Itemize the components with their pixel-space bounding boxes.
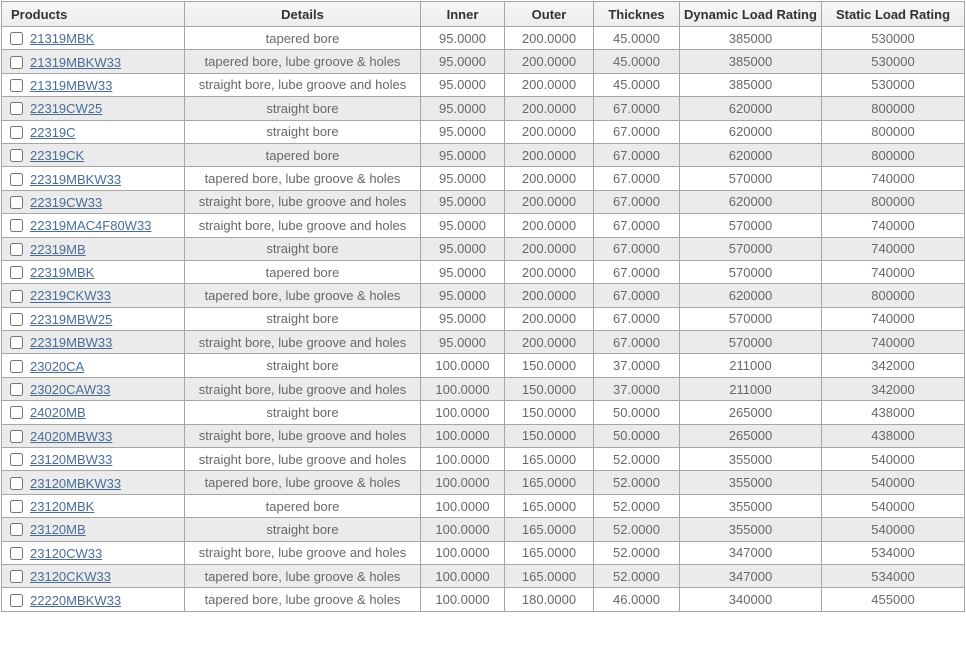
thickness-cell: 67.0000 xyxy=(594,307,680,330)
product-cell xyxy=(2,97,185,120)
dynamic-load-cell: 570000 xyxy=(680,307,822,330)
row-checkbox[interactable] xyxy=(10,126,23,139)
details-cell: straight bore xyxy=(185,307,421,330)
inner-cell: 95.0000 xyxy=(421,73,505,96)
dynamic-load-cell: 385000 xyxy=(680,27,822,50)
row-checkbox[interactable] xyxy=(10,266,23,279)
row-checkbox[interactable] xyxy=(10,383,23,396)
row-checkbox[interactable] xyxy=(10,219,23,232)
thickness-cell: 67.0000 xyxy=(594,214,680,237)
details-cell: tapered bore, lube groove & holes xyxy=(185,50,421,73)
details-cell: tapered bore, lube groove & holes xyxy=(185,167,421,190)
table-row xyxy=(2,97,965,120)
table-row xyxy=(2,424,965,447)
thickness-cell: 67.0000 xyxy=(594,190,680,213)
inner-cell: 100.0000 xyxy=(421,354,505,377)
product-link[interactable]: 23120MBK xyxy=(30,499,95,515)
outer-cell: 200.0000 xyxy=(505,190,594,213)
table-body xyxy=(2,27,965,612)
dynamic-load-cell: 570000 xyxy=(680,237,822,260)
table-row xyxy=(2,401,965,424)
inner-cell: 100.0000 xyxy=(421,424,505,447)
details-cell: straight bore xyxy=(185,518,421,541)
outer-cell: 200.0000 xyxy=(505,284,594,307)
column-header-static-load-rating: Static Load Rating xyxy=(822,2,965,27)
dynamic-load-cell: 355000 xyxy=(680,471,822,494)
inner-cell: 100.0000 xyxy=(421,588,505,611)
row-checkbox[interactable] xyxy=(10,243,23,256)
inner-cell: 100.0000 xyxy=(421,448,505,471)
outer-cell: 150.0000 xyxy=(505,354,594,377)
row-checkbox[interactable] xyxy=(10,430,23,443)
product-cell xyxy=(2,167,185,190)
table-row xyxy=(2,73,965,96)
inner-cell: 95.0000 xyxy=(421,97,505,120)
row-checkbox[interactable] xyxy=(10,79,23,92)
details-cell: tapered bore xyxy=(185,260,421,283)
details-cell: tapered bore, lube groove & holes xyxy=(185,564,421,587)
details-cell: tapered bore xyxy=(185,494,421,517)
outer-cell: 165.0000 xyxy=(505,564,594,587)
dynamic-load-cell: 347000 xyxy=(680,564,822,587)
product-cell xyxy=(2,260,185,283)
thickness-cell: 67.0000 xyxy=(594,237,680,260)
product-cell xyxy=(2,214,185,237)
product-link[interactable]: 22319MAC4F80W33 xyxy=(30,218,152,234)
column-header-dynamic-load-rating: Dynamic Load Rating xyxy=(680,2,822,27)
inner-cell: 95.0000 xyxy=(421,237,505,260)
product-cell xyxy=(2,143,185,166)
dynamic-load-cell: 620000 xyxy=(680,284,822,307)
details-cell: straight bore, lube groove and holes xyxy=(185,331,421,354)
product-link[interactable]: 22319MB xyxy=(30,241,86,257)
static-load-cell: 534000 xyxy=(822,564,965,587)
outer-cell: 200.0000 xyxy=(505,27,594,50)
inner-cell: 95.0000 xyxy=(421,331,505,354)
table-row xyxy=(2,27,965,50)
table-row xyxy=(2,518,965,541)
inner-cell: 95.0000 xyxy=(421,260,505,283)
product-cell xyxy=(2,541,185,564)
product-cell xyxy=(2,518,185,541)
product-link[interactable]: 23120CKW33 xyxy=(30,569,111,585)
static-load-cell: 740000 xyxy=(822,214,965,237)
inner-cell: 100.0000 xyxy=(421,518,505,541)
outer-cell: 165.0000 xyxy=(505,471,594,494)
outer-cell: 165.0000 xyxy=(505,448,594,471)
product-cell xyxy=(2,284,185,307)
thickness-cell: 52.0000 xyxy=(594,564,680,587)
outer-cell: 180.0000 xyxy=(505,588,594,611)
product-cell xyxy=(2,50,185,73)
dynamic-load-cell: 620000 xyxy=(680,190,822,213)
product-cell xyxy=(2,27,185,50)
outer-cell: 165.0000 xyxy=(505,494,594,517)
column-header-inner: Inner xyxy=(421,2,505,27)
product-link[interactable]: 21319MBKW33 xyxy=(30,54,122,70)
dynamic-load-cell: 211000 xyxy=(680,377,822,400)
product-cell xyxy=(2,588,185,611)
product-link[interactable]: 23120MBW33 xyxy=(30,452,113,468)
inner-cell: 100.0000 xyxy=(421,564,505,587)
column-header-products: Products xyxy=(2,2,185,27)
dynamic-load-cell: 265000 xyxy=(680,424,822,447)
table-row xyxy=(2,377,965,400)
table-row xyxy=(2,260,965,283)
product-cell xyxy=(2,424,185,447)
product-cell xyxy=(2,494,185,517)
thickness-cell: 50.0000 xyxy=(594,424,680,447)
column-header-outer: Outer xyxy=(505,2,594,27)
product-link[interactable]: 21319MBW33 xyxy=(30,78,113,93)
static-load-cell: 540000 xyxy=(822,448,965,471)
row-checkbox[interactable] xyxy=(10,173,23,186)
product-link[interactable]: 21319MBK xyxy=(30,31,95,47)
thickness-cell: 37.0000 xyxy=(594,377,680,400)
outer-cell: 200.0000 xyxy=(505,73,594,96)
product-cell xyxy=(2,73,185,96)
outer-cell: 200.0000 xyxy=(505,97,594,120)
table-row xyxy=(2,143,965,166)
dynamic-load-cell: 570000 xyxy=(680,167,822,190)
static-load-cell: 438000 xyxy=(822,424,965,447)
outer-cell: 200.0000 xyxy=(505,331,594,354)
dynamic-load-cell: 265000 xyxy=(680,401,822,424)
table-row xyxy=(2,214,965,237)
product-link[interactable]: 22319MBK xyxy=(30,265,95,281)
inner-cell: 95.0000 xyxy=(421,190,505,213)
details-cell: straight bore xyxy=(185,237,421,260)
static-load-cell: 740000 xyxy=(822,331,965,354)
static-load-cell: 530000 xyxy=(822,73,965,96)
outer-cell: 165.0000 xyxy=(505,518,594,541)
thickness-cell: 67.0000 xyxy=(594,167,680,190)
inner-cell: 100.0000 xyxy=(421,471,505,494)
table-row xyxy=(2,120,965,143)
thickness-cell: 67.0000 xyxy=(594,331,680,354)
static-load-cell: 534000 xyxy=(822,541,965,564)
details-cell: tapered bore, lube groove & holes xyxy=(185,588,421,611)
product-link[interactable]: 24020MB xyxy=(30,405,86,421)
table-row xyxy=(2,284,965,307)
thickness-cell: 67.0000 xyxy=(594,97,680,120)
row-checkbox[interactable] xyxy=(10,102,23,115)
product-cell xyxy=(2,401,185,424)
dynamic-load-cell: 355000 xyxy=(680,518,822,541)
product-link[interactable]: 24020MBW33 xyxy=(30,428,113,444)
details-cell: tapered bore xyxy=(185,27,421,50)
product-link[interactable]: 23120MBKW33 xyxy=(30,475,122,491)
details-cell: straight bore xyxy=(185,120,421,143)
thickness-cell: 67.0000 xyxy=(594,143,680,166)
outer-cell: 200.0000 xyxy=(505,120,594,143)
row-checkbox[interactable] xyxy=(10,313,23,326)
dynamic-load-cell: 211000 xyxy=(680,354,822,377)
thickness-cell: 37.0000 xyxy=(594,354,680,377)
row-checkbox[interactable] xyxy=(10,594,23,607)
inner-cell: 95.0000 xyxy=(421,214,505,237)
inner-cell: 95.0000 xyxy=(421,50,505,73)
product-cell xyxy=(2,377,185,400)
thickness-cell: 67.0000 xyxy=(594,284,680,307)
thickness-cell: 45.0000 xyxy=(594,50,680,73)
static-load-cell: 342000 xyxy=(822,377,965,400)
row-checkbox[interactable] xyxy=(10,570,23,583)
row-checkbox[interactable] xyxy=(10,360,23,373)
product-cell xyxy=(2,120,185,143)
static-load-cell: 800000 xyxy=(822,284,965,307)
product-link[interactable]: 22319MBW25 xyxy=(30,311,113,327)
details-cell: tapered bore xyxy=(185,143,421,166)
thickness-cell: 52.0000 xyxy=(594,518,680,541)
static-load-cell: 342000 xyxy=(822,354,965,377)
details-cell: tapered bore, lube groove & holes xyxy=(185,284,421,307)
outer-cell: 165.0000 xyxy=(505,541,594,564)
inner-cell: 95.0000 xyxy=(421,27,505,50)
dynamic-load-cell: 620000 xyxy=(680,120,822,143)
outer-cell: 200.0000 xyxy=(505,214,594,237)
dynamic-load-cell: 355000 xyxy=(680,448,822,471)
product-cell xyxy=(2,564,185,587)
product-cell xyxy=(2,471,185,494)
dynamic-load-cell: 385000 xyxy=(680,73,822,96)
details-cell: straight bore, lube groove and holes xyxy=(185,214,421,237)
product-link[interactable]: 22319CW33 xyxy=(30,194,103,210)
product-cell xyxy=(2,354,185,377)
products-table xyxy=(1,1,965,612)
row-checkbox[interactable] xyxy=(10,547,23,560)
dynamic-load-cell: 570000 xyxy=(680,260,822,283)
product-cell xyxy=(2,307,185,330)
outer-cell: 200.0000 xyxy=(505,237,594,260)
table-row xyxy=(2,50,965,73)
product-link[interactable]: 22319CKW33 xyxy=(30,288,111,304)
thickness-cell: 45.0000 xyxy=(594,27,680,50)
column-header-thickness: Thicknes xyxy=(594,2,680,27)
dynamic-load-cell: 340000 xyxy=(680,588,822,611)
details-cell: straight bore, lube groove and holes xyxy=(185,377,421,400)
dynamic-load-cell: 620000 xyxy=(680,97,822,120)
static-load-cell: 800000 xyxy=(822,190,965,213)
table-row xyxy=(2,588,965,611)
outer-cell: 200.0000 xyxy=(505,260,594,283)
inner-cell: 95.0000 xyxy=(421,143,505,166)
inner-cell: 100.0000 xyxy=(421,494,505,517)
product-link[interactable]: 22319CW25 xyxy=(30,101,103,117)
product-link[interactable]: 23120MB xyxy=(30,522,86,538)
static-load-cell: 800000 xyxy=(822,120,965,143)
row-checkbox[interactable] xyxy=(10,290,23,303)
static-load-cell: 740000 xyxy=(822,167,965,190)
product-link[interactable]: 23120CW33 xyxy=(30,545,103,561)
dynamic-load-cell: 570000 xyxy=(680,331,822,354)
static-load-cell: 740000 xyxy=(822,237,965,260)
details-cell: straight bore, lube groove and holes xyxy=(185,73,421,96)
static-load-cell: 800000 xyxy=(822,97,965,120)
thickness-cell: 45.0000 xyxy=(594,73,680,96)
product-cell xyxy=(2,448,185,471)
dynamic-load-cell: 570000 xyxy=(680,214,822,237)
row-checkbox[interactable] xyxy=(10,523,23,536)
table-row xyxy=(2,354,965,377)
thickness-cell: 52.0000 xyxy=(594,471,680,494)
static-load-cell: 540000 xyxy=(822,471,965,494)
outer-cell: 200.0000 xyxy=(505,307,594,330)
thickness-cell: 46.0000 xyxy=(594,588,680,611)
inner-cell: 95.0000 xyxy=(421,120,505,143)
static-load-cell: 438000 xyxy=(822,401,965,424)
product-link[interactable]: 22319CK xyxy=(30,148,85,164)
table-row xyxy=(2,541,965,564)
row-checkbox[interactable] xyxy=(10,56,23,69)
outer-cell: 200.0000 xyxy=(505,143,594,166)
table-row xyxy=(2,331,965,354)
inner-cell: 100.0000 xyxy=(421,401,505,424)
details-cell: straight bore xyxy=(185,401,421,424)
static-load-cell: 455000 xyxy=(822,588,965,611)
thickness-cell: 67.0000 xyxy=(594,260,680,283)
outer-cell: 150.0000 xyxy=(505,401,594,424)
table-row xyxy=(2,471,965,494)
inner-cell: 95.0000 xyxy=(421,307,505,330)
product-link[interactable]: 22319C xyxy=(30,124,76,140)
static-load-cell: 540000 xyxy=(822,518,965,541)
table-row xyxy=(2,167,965,190)
table-row xyxy=(2,494,965,517)
outer-cell: 150.0000 xyxy=(505,377,594,400)
table-row xyxy=(2,237,965,260)
outer-cell: 150.0000 xyxy=(505,424,594,447)
outer-cell: 200.0000 xyxy=(505,50,594,73)
table-row xyxy=(2,564,965,587)
static-load-cell: 530000 xyxy=(822,50,965,73)
product-link[interactable]: 22319MBKW33 xyxy=(30,171,122,187)
details-cell: straight bore xyxy=(185,97,421,120)
static-load-cell: 740000 xyxy=(822,260,965,283)
row-checkbox[interactable] xyxy=(10,477,23,490)
inner-cell: 95.0000 xyxy=(421,284,505,307)
inner-cell: 100.0000 xyxy=(421,541,505,564)
dynamic-load-cell: 385000 xyxy=(680,50,822,73)
inner-cell: 95.0000 xyxy=(421,167,505,190)
row-checkbox[interactable] xyxy=(10,406,23,419)
static-load-cell: 530000 xyxy=(822,27,965,50)
static-load-cell: 800000 xyxy=(822,143,965,166)
product-cell xyxy=(2,190,185,213)
column-header-details: Details xyxy=(185,2,421,27)
product-link[interactable]: 22319MBW33 xyxy=(30,335,113,351)
row-checkbox[interactable] xyxy=(10,32,23,45)
details-cell: straight bore, lube groove and holes xyxy=(185,424,421,447)
row-checkbox[interactable] xyxy=(10,196,23,209)
static-load-cell: 540000 xyxy=(822,494,965,517)
row-checkbox[interactable] xyxy=(10,336,23,349)
product-link[interactable]: 23020CAW33 xyxy=(30,382,111,398)
inner-cell: 100.0000 xyxy=(421,377,505,400)
product-link[interactable]: 23020CA xyxy=(30,358,85,374)
thickness-cell: 67.0000 xyxy=(594,120,680,143)
product-cell xyxy=(2,331,185,354)
row-checkbox[interactable] xyxy=(10,149,23,162)
details-cell: straight bore, lube groove and holes xyxy=(185,448,421,471)
dynamic-load-cell: 347000 xyxy=(680,541,822,564)
dynamic-load-cell: 620000 xyxy=(680,143,822,166)
header-row xyxy=(2,2,965,27)
thickness-cell: 52.0000 xyxy=(594,448,680,471)
table-row xyxy=(2,190,965,213)
details-cell: tapered bore, lube groove & holes xyxy=(185,471,421,494)
thickness-cell: 52.0000 xyxy=(594,494,680,517)
row-checkbox[interactable] xyxy=(10,500,23,513)
details-cell: straight bore, lube groove and holes xyxy=(185,190,421,213)
row-checkbox[interactable] xyxy=(10,453,23,466)
outer-cell: 200.0000 xyxy=(505,167,594,190)
details-cell: straight bore xyxy=(185,354,421,377)
details-cell: straight bore, lube groove and holes xyxy=(185,541,421,564)
table-row xyxy=(2,307,965,330)
thickness-cell: 50.0000 xyxy=(594,401,680,424)
static-load-cell: 740000 xyxy=(822,307,965,330)
table-row xyxy=(2,448,965,471)
thickness-cell: 52.0000 xyxy=(594,541,680,564)
dynamic-load-cell: 355000 xyxy=(680,494,822,517)
product-cell xyxy=(2,237,185,260)
product-link[interactable]: 22220MBKW33 xyxy=(30,592,122,608)
